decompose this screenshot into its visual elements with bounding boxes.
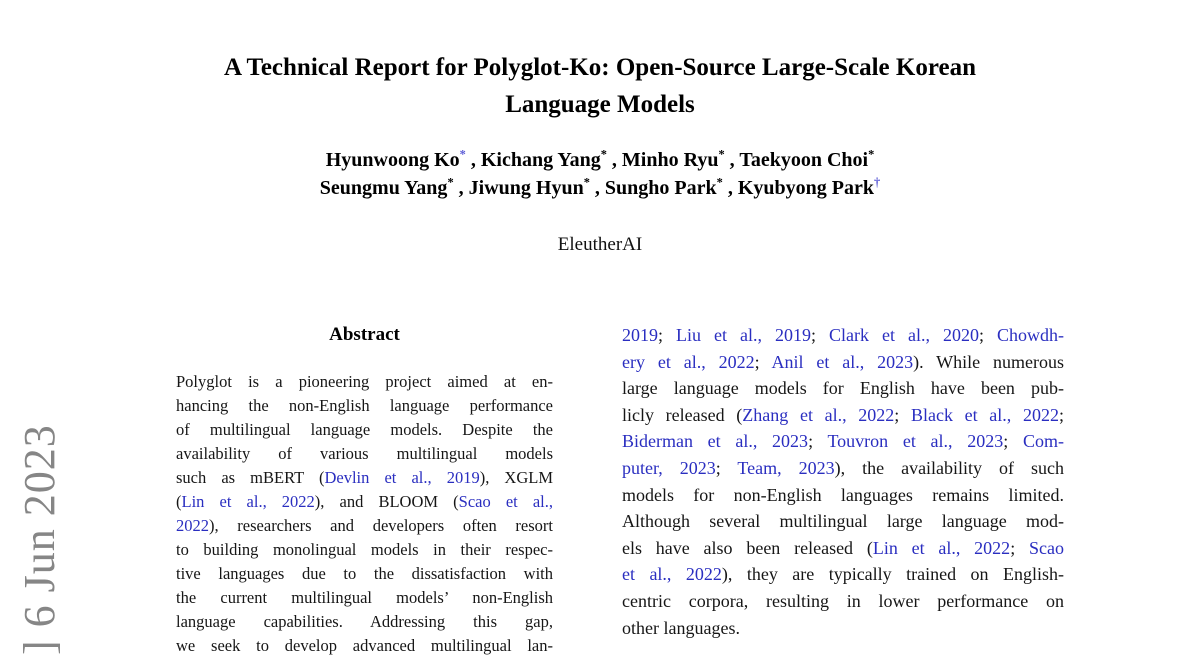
text-line [176, 490, 553, 514]
citation-link[interactable]: Scao [1028, 537, 1064, 558]
text-line [176, 538, 553, 562]
text-run: tive languages due to the dissatisfaction with [176, 564, 553, 583]
paper-title-line2: Language Models [505, 91, 695, 118]
text-line [176, 562, 553, 586]
text-run: ), they are typically trained on English- [721, 564, 1064, 585]
abstract-heading: Abstract [329, 324, 400, 345]
text-line [622, 615, 1064, 642]
text-line [176, 394, 553, 418]
text-line [622, 561, 1064, 588]
text-line [176, 466, 553, 490]
text-run: * [716, 175, 723, 190]
text-line [622, 375, 1064, 402]
citation-link[interactable]: 2019 [622, 325, 658, 345]
text-line [622, 428, 1064, 455]
text-run: ; [978, 325, 997, 345]
text-run: Jiwung Hyun [468, 177, 584, 199]
text-line [176, 370, 553, 394]
citation-link[interactable]: Scao et al., [458, 492, 553, 511]
text-run: ), researchers and developers often resort [209, 516, 553, 535]
text-line [622, 482, 1064, 509]
text-run: ; [754, 351, 772, 372]
text-run: , [589, 177, 605, 199]
text-line [0, 146, 1200, 174]
text-run: the current multilingual models’ non-English [176, 588, 553, 607]
text-run: ), and BLOOM ( [314, 492, 459, 511]
text-run: ). While numerous [913, 351, 1065, 372]
text-run: of multilingual language models. Despite the [176, 420, 553, 439]
text-run: Seungmu Yang [319, 177, 448, 199]
text-run: hancing the non-English language performance [176, 396, 553, 415]
citation-link[interactable]: Devlin et al., 2019 [324, 468, 480, 487]
text-run: , [453, 177, 469, 199]
footnote-mark-link[interactable]: † [873, 175, 881, 190]
text-run: Although several multilingual large language mod- [622, 511, 1064, 532]
citation-link[interactable]: Lin et al., 2022 [872, 537, 1011, 558]
text-run: , [606, 149, 622, 171]
text-line [176, 634, 553, 658]
text-run: * [583, 175, 590, 190]
affiliation: EleutherAI [557, 234, 643, 255]
text-line [176, 418, 553, 442]
text-line [622, 588, 1064, 615]
text-run: ), the availability of such [834, 457, 1064, 478]
text-run: ; [894, 404, 911, 425]
abstract-text [176, 370, 553, 658]
citation-link[interactable]: puter, 2023 [622, 457, 716, 478]
citation-link[interactable]: Touvron et al., 2023 [827, 431, 1004, 452]
text-run: other languages. [622, 617, 740, 638]
citation-link[interactable]: Chowdh- [996, 325, 1064, 345]
citation-link[interactable]: Biderman et al., 2023 [622, 431, 809, 452]
text-run: ), XGLM [479, 468, 553, 487]
text-line [176, 610, 553, 634]
text-run: Kichang Yang [480, 149, 601, 171]
text-run: els have also been released ( [622, 537, 873, 558]
text-run: we seek to develop advanced multilingual lan- [176, 636, 553, 655]
text-run: * [447, 175, 454, 190]
text-run: Kyubyong Park [737, 177, 874, 199]
text-run: * [718, 147, 725, 162]
citation-link[interactable]: 2022 [176, 516, 209, 535]
citation-link[interactable]: Zhang et al., 2022 [742, 404, 895, 425]
text-run: Polyglot is a pioneering project aimed at en- [176, 372, 553, 391]
text-run: ; [658, 325, 676, 345]
text-line [622, 349, 1064, 376]
citation-link[interactable]: Liu et al., 2019 [676, 325, 811, 345]
text-line [176, 514, 553, 538]
author-list [0, 146, 1200, 202]
text-run: ( [176, 492, 182, 511]
footnote-mark-link[interactable]: * [459, 147, 466, 162]
text-line [176, 442, 553, 466]
text-line [622, 455, 1064, 482]
text-run: * [600, 147, 607, 162]
text-run: such as mBERT ( [176, 468, 325, 487]
introduction-text [622, 322, 1064, 641]
text-line [622, 322, 1064, 349]
text-run: Taekyoon Choi [739, 149, 869, 171]
text-run: licly released ( [622, 404, 743, 425]
text-run: , [465, 149, 481, 171]
text-line [622, 535, 1064, 562]
text-line [622, 508, 1064, 535]
text-run: ; [1003, 431, 1023, 452]
citation-link[interactable]: ery et al., 2022 [622, 351, 755, 372]
citation-link[interactable]: Anil et al., 2023 [771, 351, 914, 372]
citation-link[interactable]: Com- [1022, 431, 1064, 452]
citation-link[interactable]: Team, 2023 [737, 457, 835, 478]
text-run: Minho Ryu [621, 149, 719, 171]
text-line [0, 174, 1200, 202]
text-run: ; [808, 431, 828, 452]
text-run: availability of various multilingual models [176, 444, 553, 463]
paper-title [0, 49, 1200, 123]
text-run: large language models for English have been pub- [622, 378, 1064, 399]
text-run: , [722, 177, 738, 199]
text-run: language capabilities. Addressing this gap, [176, 612, 553, 631]
text-run: Hyunwoong Ko [325, 149, 460, 171]
text-run: centric corpora, resulting in lower performance on [622, 590, 1064, 611]
citation-link[interactable]: Clark et al., 2020 [828, 325, 979, 345]
text-run: ; [1010, 537, 1029, 558]
text-run: ; [810, 325, 829, 345]
text-run: * [868, 147, 875, 162]
citation-link[interactable]: et al., 2022 [622, 564, 722, 585]
text-run: models for non-English languages remains limited. [622, 484, 1064, 505]
text-line [176, 586, 553, 610]
text-run: ; [1058, 404, 1064, 425]
citation-link[interactable]: Black et al., 2022 [910, 404, 1059, 425]
text-run: to building monolingual models in their respec- [176, 540, 553, 559]
text-run: , [724, 149, 740, 171]
text-line [622, 402, 1064, 429]
paper-title-line1: A Technical Report for Polyglot-Ko: Open-Source Large-Scale Korean [223, 54, 976, 81]
text-run: ; [715, 457, 738, 478]
arxiv-date-stamp: ] 6 Jun 2023 [15, 424, 64, 655]
citation-link[interactable]: Lin et al., 2022 [181, 492, 315, 511]
text-run: Sungho Park [604, 177, 717, 199]
